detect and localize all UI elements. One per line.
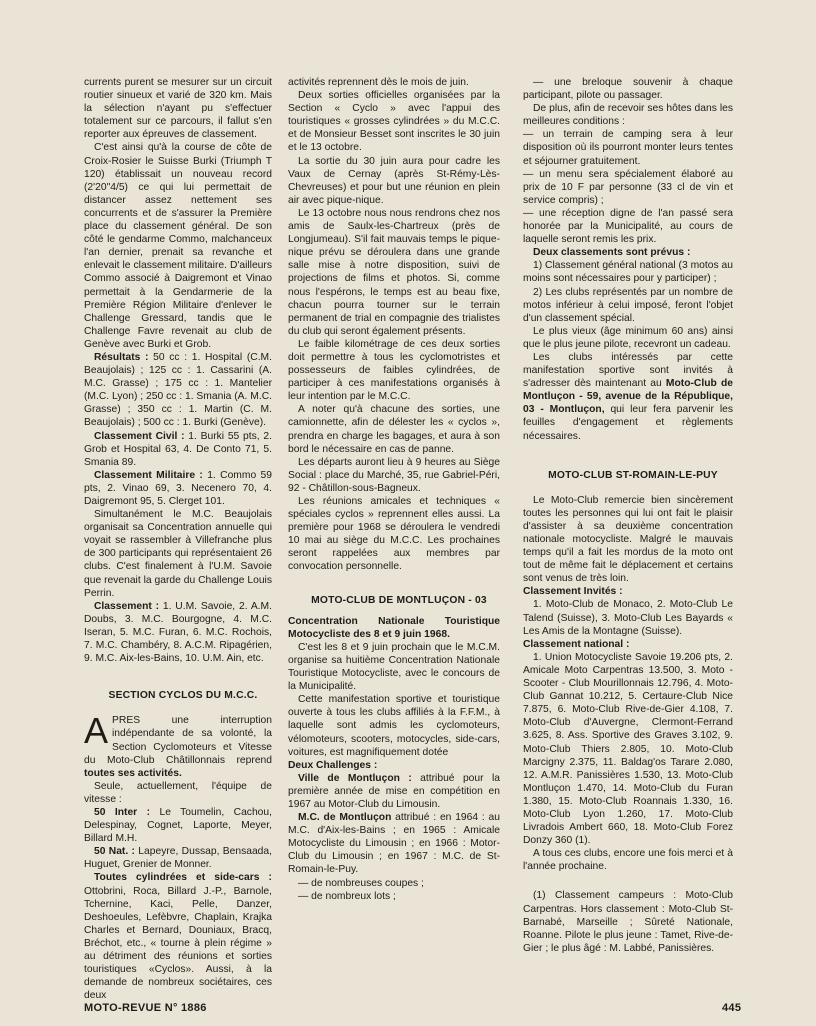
ranking-item: 2) Les clubs représentés par un nombre de motos inférieur à celui imposé, feront l'objet d'un classement spécial. [523,286,733,324]
drop-cap: A [84,710,109,752]
paragraph: Le 13 octobre nous nous rendrons chez nos amis de Saulx-les-Chartreux (près de Longjumeau). S'il fait mauvais temps le pique-nique prévu se déroulera dans une grande salle mise à notre disposition, suivi de projections de films et photos. Si, comme nous l'espérons, le temps est au beau fixe, chacun pourra tourner sur le terrain permanent de trial en compagnie des trialistes du club qui seront également présents. [288,207,500,337]
challenge-mc [288,811,500,876]
ranking-label: Classement : [94,600,160,612]
military-label: Classement Militaire : [94,469,203,481]
guests-heading: Classement Invités : [523,586,623,598]
paragraph: activités reprennent dès le mois de juin. [288,77,469,88]
nat-text: Lapeyre, Dussap, Bensaada, Huguet, Grenier de Monner. [84,846,272,871]
results-paragraph [84,351,272,430]
paragraph: Le plus vieux (âge minimum 60 ans) ainsi que le plus jeune pilote, recevront un cadeau. [523,325,733,350]
contact-address: Moto-Club de Montluçon - 59, avenue de la République, 03 - Montluçon, [523,378,733,416]
paragraph: Deux sorties officielles organisées par la Section « Cyclo » avec l'appui des touristiques « grosses cylindrées » du M.C.C. et de Monsieur Besset sont inscrites le 30 juin et le 13 octobre. [288,90,500,154]
list-item: — une réception digne de l'an passé sera honorée par la Municipalité, au cours de laquelle seront remis les prix. [523,207,733,246]
column-1 [84,76,272,1002]
paragraph: Le Moto-Club remercie bien sincèrement toutes les personnes qui lui ont fait le plaisir d'assister à sa deuxième concentration nationale motocycliste. Malgré le mauvais temps qu'il a fait les mordus de la moto ont tout de même fait le déplacement et certains sont venus de très loin. [523,494,733,585]
military-ranking [84,469,272,508]
paragraph: Simultanément le M.C. Beaujolais organisait sa Concentration annuelle qui voyait se rassembler à Villefranche plus de 300 participants qui représentaient 26 clubs. C'est finalement à l'U.M. Savoie que revenait la garde du Challenge Louis Perrin. [84,509,272,599]
list-item: — une breloque souvenir à chaque participant, pilote ou passager. [523,77,733,102]
challenge-mc-label: M.C. de Montluçon [298,812,392,824]
inter-text: Le Toumelin, Cachou, Delespinay, Cognet, Laporte, Meyer, Billard M.H. [84,806,272,845]
intro-paragraph [84,710,272,779]
list-item: — de nombreux lots ; [298,890,396,902]
military-text: 1. Commo 59 pts, 2. Vinao 69, 3. Necenero 70, 4. Daigremont 95, 5. Clerget 101. [84,469,272,507]
list-item: — un menu sera spécialement élaboré au prix de 10 F par personne (33 cl de vin et service compris) ; [523,168,733,206]
footnote: (1) Classement campeurs : Moto-Club Carpentras. Hors classement : Moto-Club St-Barnabé, Marseille ; Sûreté Nationale, Roanne. Pilote le plus jeune : Tamet, Rive-de-Gier ; le plus âgé : M. Labbé, Panissières. [523,890,733,954]
inter-team [84,806,272,845]
rankings-heading: Deux classements sont prévus : [533,247,691,259]
paragraph: De plus, afin de recevoir ses hôtes dans les meilleures conditions : [523,103,733,128]
nat-team [84,845,272,871]
column-2 [288,76,500,903]
challenge-ville [288,772,500,811]
all-classes-team [84,871,272,1002]
subheading: Concentration Nationale Touristique Motocycliste des 8 et 9 juin 1968. [288,615,500,640]
results-text: 50 cc : 1. Hospital (C.M. Beaujolais) ; 125 cc : 1. Cassarini (A. M.C. Grasse) ; 175 cc : 1. Mantelier (M.C. Lyon) ; 250 cc : 1. Smania (A. M.C. Grasse) ; 350 cc : 1. Martin (C. M. Beaujolais) ; 500 cc : 1. Burki (Genève). [84,351,272,429]
national-heading: Classement national : [523,638,630,650]
column-3 [523,76,733,955]
section-heading-cyclos: SECTION CYCLOS DU M.C.C. [108,690,258,702]
all-classes-text: Ottobrini, Roca, Billard J.-P., Barnole, Tchernine, Kaci, Pelle, Danzer, Deshoeules, Lefèbvre, Chaplain, Krajka Charles et Bernard, Douniaux, Bracq, Bréchot, etc., « tourne à plein régime » au détriment des réunions et sorties touristiques «Cyclos». Aussi, à la demande de nombreux sociétaires, ces deux [84,885,272,1002]
list-item: — un terrain de camping sera à leur disposition où ils pourront monter leurs tentes et séjourner gratuitement. [523,129,733,167]
section-heading-st-romain: MOTO-CLUB ST-ROMAIN-LE-PUY [548,469,718,481]
civil-text: 1. Burki 55 pts, 2. Grob et Hospital 63, 4. De Conto 71, 5. Smania 89. [84,430,272,468]
page-number: 445 [722,1002,742,1014]
intro-text: PRES une interruption indépendante de sa volonté, la Section Cyclomoteurs et Vitesse du Moto-Club Châtillonnais reprend [84,715,272,766]
paragraph: Le faible kilométrage de ces deux sorties doit permettre à tous les cyclomotristes et possesseurs de faibles cylindrées, de participer à ces manifestations organisés à leur intention par le M.C.C. [288,338,500,403]
paragraph: La sortie du 30 juin aura pour cadre les Vaux de Cernay (après St-Rémy-Lès-Chevreuses) et pour but une réunion en plein air avec pique-nique. [288,155,500,206]
challenge-mc-text: attribué : en 1964 : au M.C. d'Aix-les-Bains ; en 1965 : Amicale Motocycliste du Limousin ; en 1966 : Motor-Club du Limousin ; en 1967 : M.C. de St-Romain-le-Puy. [288,812,500,876]
civil-ranking [84,430,272,469]
paragraph: A noter qu'à chacune des sorties, une camionnette, afin de délester les « cyclos », prendra en charge les bagages, et aura à son bord le nécessaire en cas de panne. [288,404,500,455]
civil-label: Classement Civil : [94,430,185,442]
nat-label: 50 Nat. : [94,846,135,858]
paragraph: Les départs auront lieu à 9 heures au Siège Social : place du Marché, 35, rue Gabriel-Péri, 92 - Châtillon-sous-Bagneux. [288,456,500,494]
contact-paragraph [523,351,733,443]
ranking-text: 1. U.M. Savoie, 2. A.M. Doubs, 3. M.C. Bourgogne, 4. M.C. Iseran, 5. M.C. Furan, 6. M.C. Rochois, 7. M.C. Chambéry, 8. A.C.M. Ripagérien, 9. M.C. Aix-les-Bains, 10. U.M. Ain, etc. [84,600,272,665]
ranking-paragraph [84,600,272,665]
paragraph: Seule, actuellement, l'équipe de vitesse : [84,780,272,805]
inter-label: 50 Inter : [94,806,151,818]
national-ranking: 1. Union Motocycliste Savoie 19.206 pts, 2. Amicale Moto Carpentras 13.500, 3. Moto - Scooter - Club Mourillonnais 12.796, 4. Moto-Club Gannat 10.212, 5. Certaure-Club Nice 7.875, 6. Moto-Club Rive-de-Gier 4.108, 7. Moto-Club d'Auvergne, Clermont-Ferrand 3.625, 8. Ass. Sportive des Graves 3.102, 9. Moto-Club Thiers 2.805, 10. Moto-Club Marcigny 2.375, 11. Baldag'os Tarare 2.080, 12. A.M.R. Panissières 1.530, 13. Moto-Club Montluçon 1.470, 14. Moto-Club du Furan 1.380, 15. Moto-Club Roannais 1.330, 16. Moto-Club Lyon 1.260, 17. Moto-Club Livradois Ambert 660, 18. Moto-Club Forez Donzy 360 (1). [523,651,733,847]
all-classes-label: Toutes cylindrées et side-cars : [94,872,272,884]
paragraph: A tous ces clubs, encore une fois merci et à l'année prochaine. [523,848,733,873]
ranking-item: 1) Classement général national (3 motos au moins sont nécessaires pour y participer) ; [523,260,733,285]
challenges-heading: Deux Challenges : [288,759,378,771]
guests-ranking: 1. Moto-Club de Monaco, 2. Moto-Club Le Talend (Suisse), 3. Moto-Club Les Bayards « Les Amis de la Montagne (Suisse). [523,599,733,637]
challenge-ville-label: Ville de Montluçon : [298,772,412,784]
intro-bold: toutes ses activités. [84,767,182,779]
paragraph: currents purent se mesurer sur un circuit routier sinueux et varié de 320 km. Mais la sélection n'ayant pu s'effectuer totalement sur ce parcours, il fallut s'en reporter aux épreuves de classement. [84,77,272,141]
contact-text: Les clubs intéressés par cette manifestation sportive sont invités à s'adresser dès maintenant au [523,351,733,390]
paragraph: Cette manifestation sportive et touristique ouverte à tous les clubs affiliés à la F.F.M., à laquelle sont admis les cyclomoteurs, vélomoteurs, scooters, motocycles, side-cars, voitures, est magnifiquement dotée [288,694,500,758]
magazine-issue: MOTO-REVUE N° 1886 [84,1002,207,1014]
paragraph: C'est les 8 et 9 juin prochain que le M.C.M. organise sa huitième Concentration Nationale Touristique Motocycliste, avec le concours de la Municipalité. [288,641,500,693]
paragraph: C'est ainsi qu'à la course de côte de Croix-Rosier le Suisse Burki (Triumph T 120) établissait un nouveau record (2'20"4/5) ce qui lui permettait de distancer assez nettement ses concurrents et de s'assurer la Première place du classement général. De son côté le gendarme Commo, malchanceux l'an dernier, prenait sa revanche et enlevait le classement militaire. D'ailleurs Commo associé à Daigremont et Vinao permettait à la Gendarmerie de la Première Région Militaire d'enlever le Challenge Gressard, tandis que le Challenge Favre revenait au club de Genève avec Burki et Grob. [84,142,272,350]
section-heading-montlucon: MOTO-CLUB DE MONTLUÇON - 03 [311,594,487,606]
list-item: — de nombreuses coupes ; [298,877,424,889]
paragraph: Les réunions amicales et techniques « spéciales cyclos » reprennent elles aussi. La première pour 1968 se déroulera le vendredi 10 mai au siège du M.C.C. Les prochaines seront rappelées aux membres par convocation personnelle. [288,496,500,573]
challenge-ville-text: attribué pour la première année de mise en compétition en 1967 au Motor-Club du Limousin. [288,772,500,810]
results-label: Résultats : [94,351,149,363]
contact-text-end: qui leur fera parvenir les feuilles d'engagement et règlements nécessaires. [523,404,733,442]
